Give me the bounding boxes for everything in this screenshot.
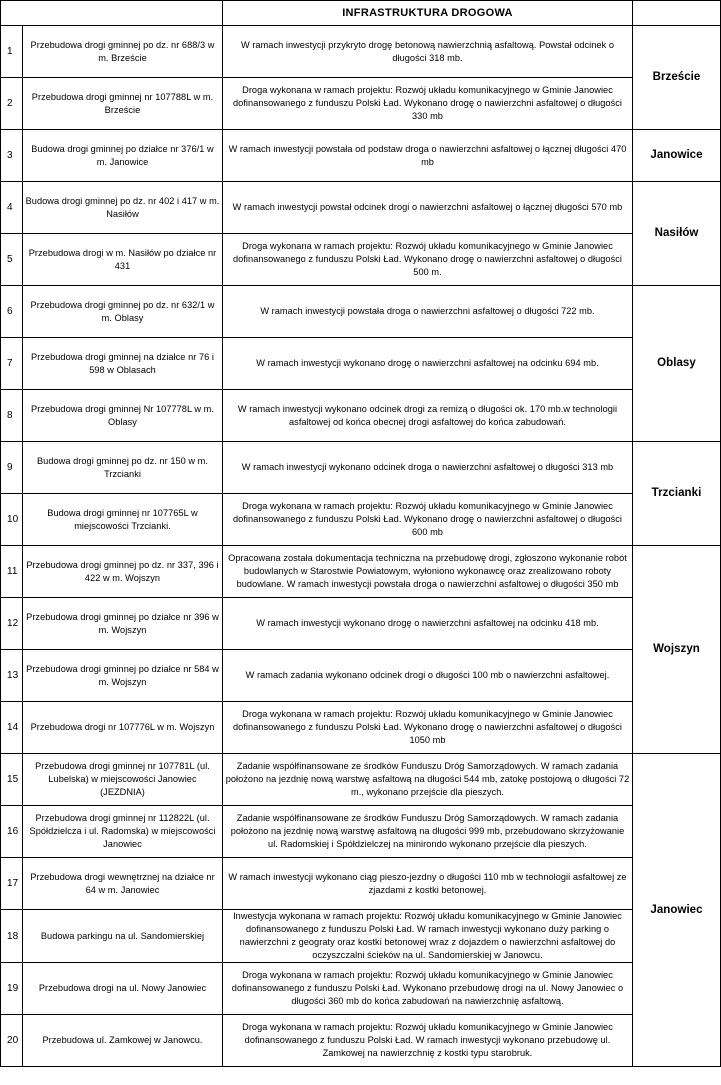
place-name: Wojszyn [633,546,721,754]
table-row [1,546,721,598]
table-row [1,910,721,963]
investment-name: Przebudowa drogi w m. Nasiłów po działce nr 431 [23,234,223,286]
row-number: 12 [1,598,23,650]
investment-name: Przebudowa drogi gminnej na działce nr 76 i 598 w Oblasach [23,338,223,390]
investment-name: Przebudowa drogi gminnej po działce nr 396 w m. Wojszyn [23,598,223,650]
place-name: Brzeście [633,26,721,130]
row-number: 2 [1,78,23,130]
investment-description: Droga wykonana w ramach projektu: Rozwój układu komunikacyjnego w Gminie Janowiec dofinansowanego z funduszu Polski Ład. Wykonano drogę o nawierzchni asfaltowej o długości 500 m. [223,234,633,286]
investment-description: Zadanie współfinansowane ze środków Funduszu Dróg Samorządowych. W ramach zadania położono na jezdnię nową warstwę asfaltową na długości 544 mb, zatokę postojową o długości 72 m., wykonano przejście dla pieszych. [223,754,633,806]
table-row [1,442,721,494]
table-row [1,338,721,390]
investment-description: W ramach inwestycji powstała droga o nawierzchni asfaltowej o długości 722 mb. [223,286,633,338]
investment-name: Przebudowa drogi na ul. Nowy Janowiec [23,963,223,1015]
investment-name: Przebudowa drogi gminnej po dz. nr 337, 396 i 422 w m. Wojszyn [23,546,223,598]
investment-name: Przebudowa drogi gminnej nr 107788L w m. Brzeście [23,78,223,130]
row-number: 5 [1,234,23,286]
investment-description: Droga wykonana w ramach projektu: Rozwój układu komunikacyjnego w Gminie Janowiec dofinansowanego z funduszu Polski Ład. W ramach inwestycji wykonano przebudowę ul. Zamkowej na nawierzchnię z kostki typu starobruk. [223,1015,633,1067]
investment-name: Przebudowa drogi wewnętrznej na działce nr 64 w m. Janowiec [23,858,223,910]
row-number: 7 [1,338,23,390]
row-number: 18 [1,910,23,963]
row-number: 17 [1,858,23,910]
investment-description: Droga wykonana w ramach projektu: Rozwój układu komunikacyjnego w Gminie Janowiec dofinansowanego z funduszu Polski Ład. Wykonano przebudowę drogi na ul. Nowy Janowiec o długości 360 mb do końca zabudowań na nawierzchnię asfaltową. [223,963,633,1015]
investment-name: Budowa parkingu na ul. Sandomierskiej [23,910,223,963]
investment-description: W ramach zadania wykonano odcinek drogi o długości 100 mb o nawierzchni asfaltowej. [223,650,633,702]
investment-name: Przebudowa drogi nr 107776L w m. Wojszyn [23,702,223,754]
place-name: Oblasy [633,286,721,442]
investment-description: Inwestycja wykonana w ramach projektu: Rozwój układu komunikacyjnego w Gminie Janowiec dofinansowanego z funduszu Polski Ład. W ramach inwestycji wykonano duży parking o nawierzchni z geograty oraz kostki betonowej wraz z dojazdem o nawierzchni asfaltowej do oczyszczalni ścieków na ul. Sandomierskiej w Janowcu. [223,910,633,963]
investment-description: W ramach inwestycji powstał odcinek drogi o nawierzchni asfaltowej o łącznej długości 570 mb [223,182,633,234]
row-number: 9 [1,442,23,494]
row-number: 16 [1,806,23,858]
place-name: Nasiłów [633,182,721,286]
table-row [1,650,721,702]
table-row [1,806,721,858]
table-row [1,234,721,286]
table-row [1,598,721,650]
investment-name: Przebudowa drogi gminnej nr 112822L (ul. Spółdzielcza i ul. Radomska) w miejscowości Janowiec [23,806,223,858]
investment-name: Przebudowa drogi gminnej po działce nr 584 w m. Wojszyn [23,650,223,702]
row-number: 6 [1,286,23,338]
row-number: 8 [1,390,23,442]
investment-name: Przebudowa drogi gminnej nr 107781L (ul. Lubelska) w miejscowości Janowiec (JEZDNIA) [23,754,223,806]
table-row [1,286,721,338]
header-empty-cell [1,1,223,26]
investment-name: Budowa drogi gminnej po działce nr 376/1 w m. Janowice [23,130,223,182]
investment-name: Budowa drogi gminnej po dz. nr 150 w m. Trzcianki [23,442,223,494]
table-row [1,963,721,1015]
investment-name: Przebudowa drogi gminnej po dz. nr 688/3 w m. Brzeście [23,26,223,78]
section-title: INFRASTRUKTURA DROGOWA [223,1,633,26]
header-place-cell [633,1,721,26]
header-row [1,1,721,26]
table-row [1,182,721,234]
investment-description: W ramach inwestycji wykonano drogę o nawierzchni asfaltowej na odcinku 694 mb. [223,338,633,390]
table-row [1,1015,721,1067]
investment-description: W ramach inwestycji wykonano odcinek drogi za remizą o długości ok. 170 mb.w technologii asfaltowej od końca obecnej drogi asfaltowej do końca zabudowań. [223,390,633,442]
investment-description: W ramach inwestycji wykonano ciąg pieszo-jezdny o długości 110 mb w technologii asfaltowej ze zjazdami z kostki betonowej. [223,858,633,910]
investment-description: Opracowana została dokumentacja techniczna na przebudowę drogi, zgłoszono wykonanie robót budowlanych w Starostwie Powiatowym, wyłoniono wykonawcę oraz zrealizowano roboty budowlane. W ramach inwestycji powstała droga o nawierzchni asfaltowej o długości 350 mb [223,546,633,598]
table-row [1,390,721,442]
row-number: 10 [1,494,23,546]
investment-description: W ramach inwestycji powstała od podstaw droga o nawierzchni asfaltowej o łącznej długości 470 mb [223,130,633,182]
place-name: Janowice [633,130,721,182]
row-number: 3 [1,130,23,182]
investment-description: Droga wykonana w ramach projektu: Rozwój układu komunikacyjnego w Gminie Janowiec dofinansowanego z funduszu Polski Ład. Wykonano drogę o nawierzchni asfaltowej o długości 330 mb [223,78,633,130]
table-row [1,26,721,78]
place-name: Janowiec [633,754,721,1067]
row-number: 14 [1,702,23,754]
row-number: 11 [1,546,23,598]
place-name: Trzcianki [633,442,721,546]
investment-description: W ramach inwestycji wykonano drogę o nawierzchni asfaltowej na odcinku 418 mb. [223,598,633,650]
table-row [1,858,721,910]
table-row [1,130,721,182]
row-number: 19 [1,963,23,1015]
investment-description: W ramach inwestycji wykonano odcinek droga o nawierzchni asfaltowej o długości 313 mb [223,442,633,494]
investment-name: Przebudowa drogi gminnej Nr 107778L w m. Oblasy [23,390,223,442]
table-row [1,754,721,806]
table-row [1,78,721,130]
investment-description: W ramach inwestycji przykryto drogę betonową nawierzchnią asfaltową. Powstał odcinek o długości 318 mb. [223,26,633,78]
table-row [1,494,721,546]
row-number: 15 [1,754,23,806]
investment-description: Droga wykonana w ramach projektu: Rozwój układu komunikacyjnego w Gminie Janowiec dofinansowanego z funduszu Polski Ład. Wykonano drogę o nawierzchni asfaltowej o długości 600 mb [223,494,633,546]
investment-description: Zadanie współfinansowane ze środków Funduszu Dróg Samorządowych. W ramach zadania położono na jezdnię nową warstwę asfaltową na długości 999 mb, przebudowano skrzyżowanie ul. Radomskiej i Spółdzielczej na minirondo wykonano przejście dla pieszych. [223,806,633,858]
investment-name: Przebudowa drogi gminnej po dz. nr 632/1 w m. Oblasy [23,286,223,338]
investment-name: Budowa drogi gminnej po dz. nr 402 i 417 w m. Nasiłów [23,182,223,234]
row-number: 13 [1,650,23,702]
table-row [1,702,721,754]
row-number: 20 [1,1015,23,1067]
investment-name: Budowa drogi gminnej nr 107765L w miejscowości Trzcianki. [23,494,223,546]
row-number: 4 [1,182,23,234]
investment-name: Przebudowa ul. Zamkowej w Janowcu. [23,1015,223,1067]
investment-description: Droga wykonana w ramach projektu: Rozwój układu komunikacyjnego w Gminie Janowiec dofinansowanego z funduszu Polski Ład. Wykonano drogę o nawierzchni asfaltowej o długości 1050 mb [223,702,633,754]
row-number: 1 [1,26,23,78]
